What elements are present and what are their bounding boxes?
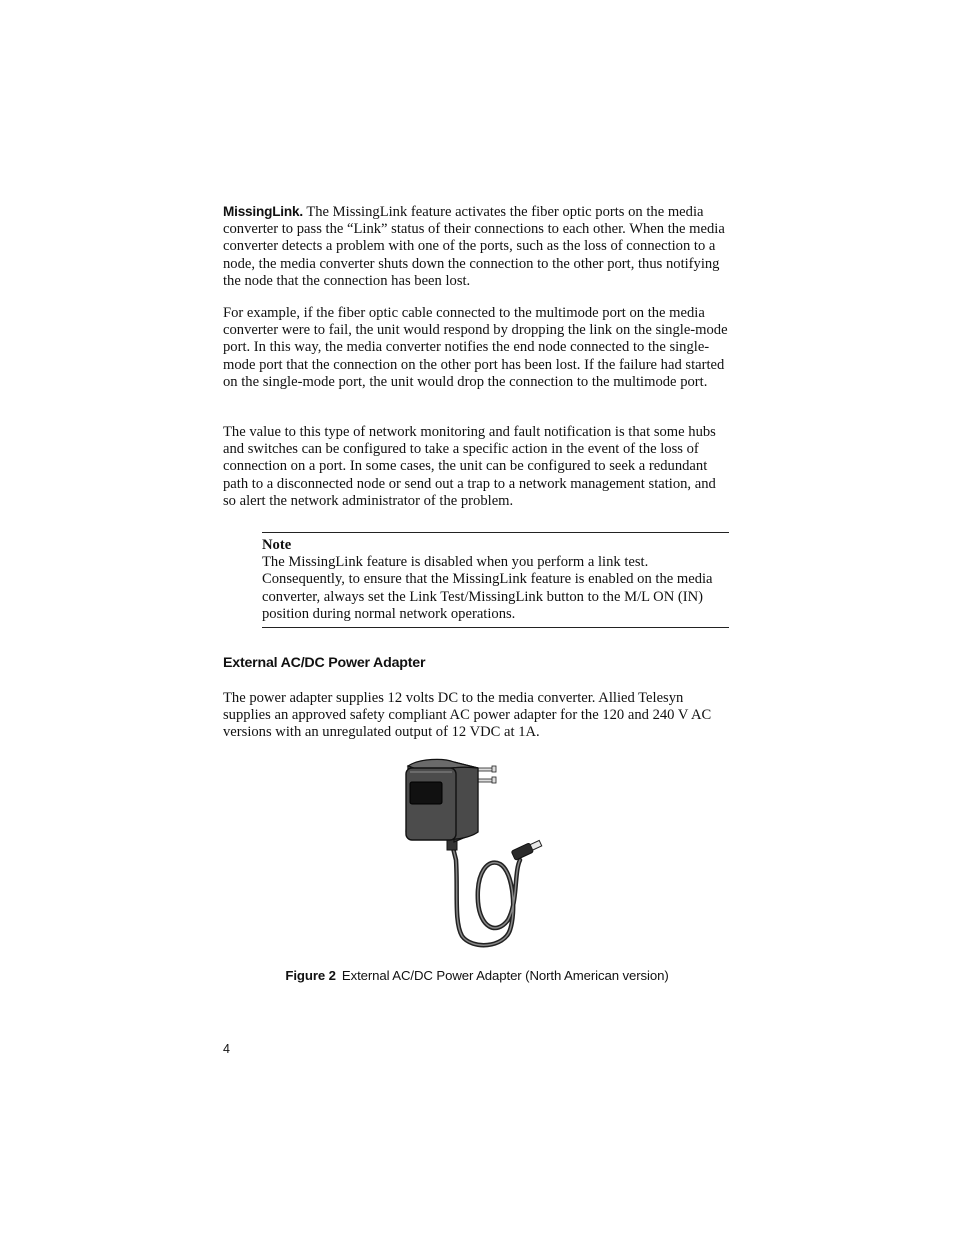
example-paragraph: For example, if the fiber optic cable connected to the multimode port on the media converter were to fail, the unit would respond by dropping the link on the single-mode port. In this way, the media converter notifies the end node connected to the single-mode port that the connection on the other port has been lost. If the failure had started on the single-mode port, the unit would drop the connection to the multimode port. [223, 305, 728, 390]
power-adapter-paragraph: The power adapter supplies 12 volts DC to the media converter. Allied Telesyn supplies an approved safety compliant AC power adapter for the 120 and 240 V AC versions with an unregulated output of 12 VDC at 1A. [223, 690, 712, 741]
note-box [262, 532, 729, 628]
missinglink-paragraph [223, 203, 731, 290]
page-number: 4 [223, 1042, 230, 1056]
missinglink-lead: MissingLink. [223, 204, 303, 219]
missinglink-text: The MissingLink feature activates the fiber optic ports on the media converter to pass the “Link” status of their connections to each other. When the media converter detects a problem with one of the ports, such as the loss of connection to a node, the media converter shuts down the connection to the other port, thus notifying the node that the connection has been lost. [223, 204, 725, 289]
note-title: Note [262, 537, 292, 553]
figure-label: Figure 2 [285, 968, 336, 983]
section-heading: External AC/DC Power Adapter [223, 655, 426, 671]
value-paragraph: The value to this type of network monitoring and fault notification is that some hubs and switches can be configured to take a specific action in the event of the loss of connection on a port. In some cases, the unit can be configured to seek a redundant path to a disconnected node or send out a trap to a network management station, and so alert the network administrator of the problem. [223, 424, 716, 509]
power-adapter-illustration [380, 752, 550, 952]
figure-caption-text: External AC/DC Power Adapter (North American version) [341, 968, 669, 983]
note-text: The MissingLink feature is disabled when you perform a link test. Consequently, to ensure that the MissingLink feature is enabled on the media converter, always set the Link Test/MissingLink button to the M/L ON (IN) position during normal network operations. [262, 554, 713, 622]
figure-caption [0, 968, 954, 983]
